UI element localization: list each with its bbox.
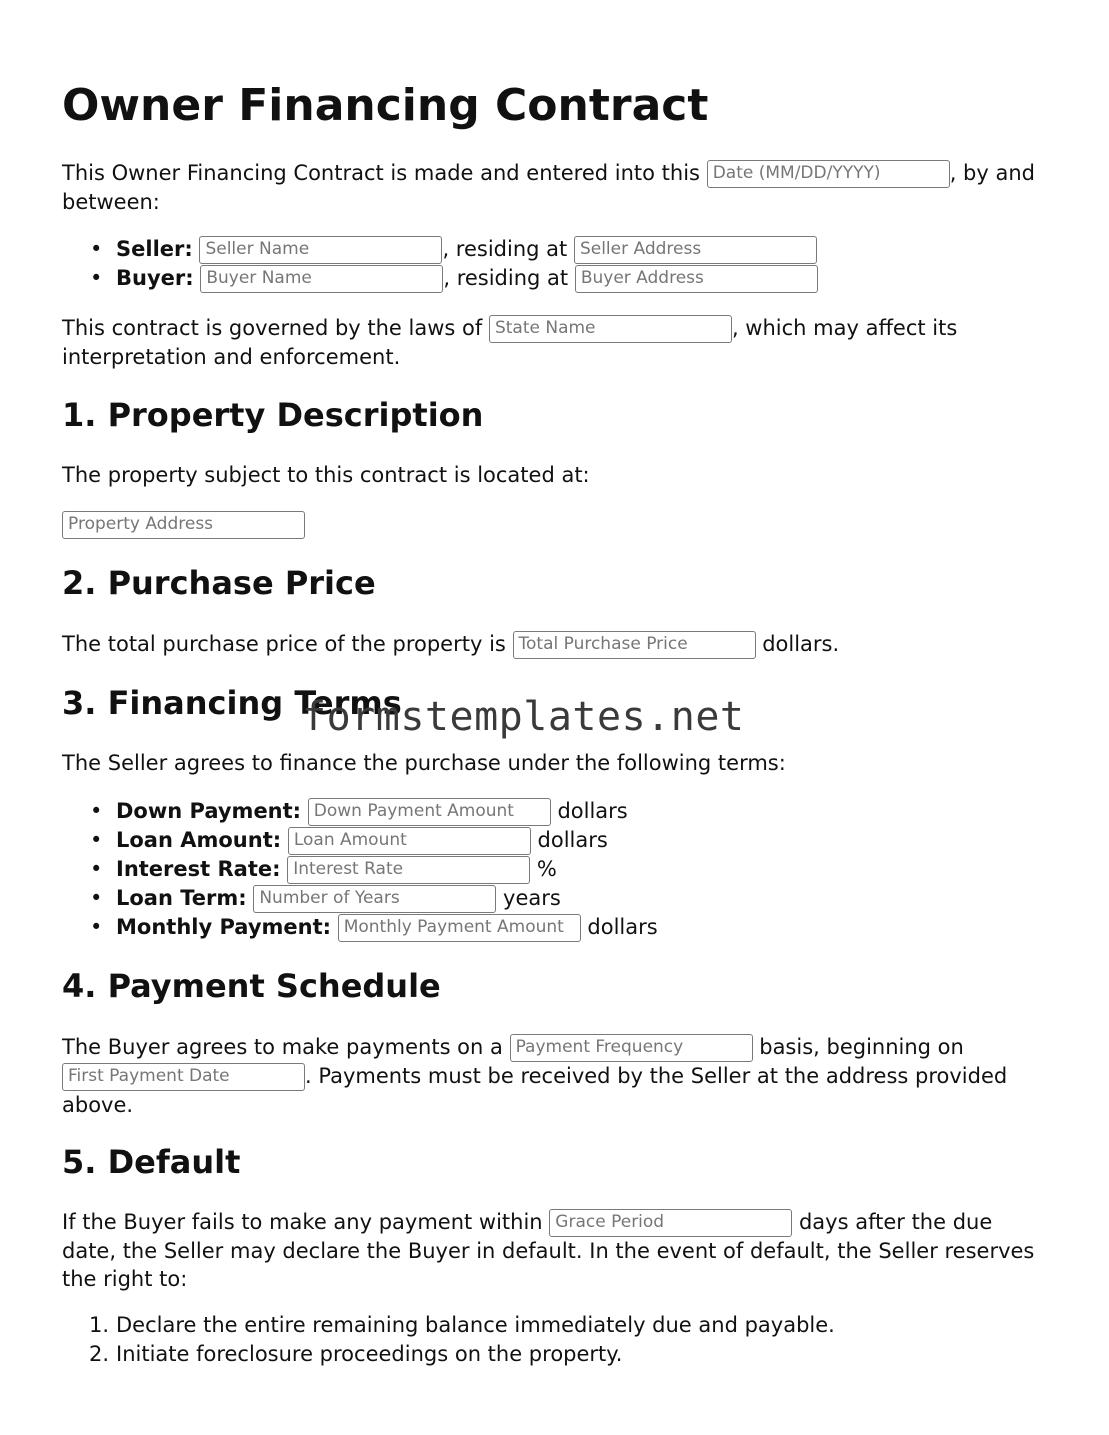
buyer-name-field[interactable]: Buyer Name	[200, 265, 443, 293]
buyer-label: Buyer:	[116, 266, 194, 290]
loan-amount-label: Loan Amount:	[116, 828, 282, 852]
default-text-after: days after the due date, the Seller may declare the Buyer in default. In the event of default, the Seller reserves the right to:	[62, 1210, 1035, 1291]
down-payment-field[interactable]: Down Payment Amount	[308, 798, 551, 826]
schedule-text-middle: basis, beginning on	[752, 1035, 964, 1059]
list-item-loan-amount	[116, 826, 658, 855]
list-item-interest-rate	[116, 855, 658, 884]
purchase-price-paragraph	[62, 630, 1047, 659]
seller-label: Seller:	[116, 237, 193, 261]
loan-amount-field[interactable]: Loan Amount	[288, 827, 531, 855]
down-payment-unit: dollars	[557, 799, 628, 823]
schedule-text-before: The Buyer agrees to make payments on a	[62, 1035, 510, 1059]
intro-paragraph	[62, 159, 1047, 216]
remedy-2-number: 2.	[89, 1342, 110, 1366]
section-heading-property: 1. Property Description	[62, 396, 484, 434]
remedy-1-text: Declare the entire remaining balance immediately due and payable.	[116, 1313, 835, 1337]
grace-period-field[interactable]: Grace Period	[549, 1209, 792, 1237]
governing-text-after: , which may affect its interpretation and enforcement.	[62, 316, 958, 369]
list-item-monthly-payment	[116, 913, 658, 942]
property-address-field[interactable]: Property Address	[62, 511, 305, 539]
purchase-text-after: dollars.	[755, 632, 840, 656]
total-purchase-price-field[interactable]: Total Purchase Price	[513, 631, 756, 659]
financing-terms-list	[116, 797, 658, 942]
list-item-buyer	[116, 264, 818, 293]
list-item-loan-term	[116, 884, 658, 913]
monthly-payment-unit: dollars	[587, 915, 658, 939]
section-heading-purchase-price: 2. Purchase Price	[62, 564, 376, 602]
date-field[interactable]: Date (MM/DD/YYYY)	[707, 160, 950, 188]
purchase-text-before: The total purchase price of the property is	[62, 632, 513, 656]
loan-term-unit: years	[503, 886, 561, 910]
section-heading-financing-terms: 3. Financing Terms	[62, 684, 402, 722]
schedule-text-after: . Payments must be received by the Seller at the address provided above.	[62, 1064, 1008, 1117]
watermark-text: formstemplates.net	[302, 694, 745, 740]
interest-rate-unit: %	[536, 857, 557, 881]
payment-frequency-field[interactable]: Payment Frequency	[510, 1034, 753, 1062]
list-item-down-payment	[116, 797, 658, 826]
page-title: Owner Financing Contract	[62, 80, 709, 131]
list-item-remedy-2	[89, 1340, 835, 1369]
seller-name-field[interactable]: Seller Name	[199, 236, 442, 264]
monthly-payment-label: Monthly Payment:	[116, 915, 332, 939]
state-name-field[interactable]: State Name	[489, 315, 732, 343]
first-payment-date-field[interactable]: First Payment Date	[62, 1063, 305, 1091]
seller-residing-text: , residing at	[442, 237, 574, 261]
remedy-1-number: 1.	[89, 1313, 110, 1337]
intro-text-after: , by and between:	[62, 161, 1035, 214]
remedy-2-text: Initiate foreclosure proceedings on the property.	[116, 1342, 623, 1366]
parties-list	[116, 235, 818, 293]
down-payment-label: Down Payment:	[116, 799, 302, 823]
payment-schedule-paragraph	[62, 1033, 1047, 1119]
governing-law-paragraph	[62, 314, 1047, 371]
property-address-row	[62, 510, 1047, 539]
property-paragraph: The property subject to this contract is located at:	[62, 463, 590, 487]
section-heading-payment-schedule: 4. Payment Schedule	[62, 967, 441, 1005]
list-item-remedy-1	[89, 1311, 835, 1340]
default-remedies-list	[89, 1311, 835, 1369]
interest-rate-field[interactable]: Interest Rate	[287, 856, 530, 884]
loan-amount-unit: dollars	[537, 828, 608, 852]
loan-term-label: Loan Term:	[116, 886, 247, 910]
default-text-before: If the Buyer fails to make any payment within	[62, 1210, 550, 1234]
buyer-address-field[interactable]: Buyer Address	[575, 265, 818, 293]
default-paragraph	[62, 1208, 1047, 1293]
interest-rate-label: Interest Rate:	[116, 857, 281, 881]
governing-text-before: This contract is governed by the laws of	[62, 316, 489, 340]
intro-text-before: This Owner Financing Contract is made and entered into this	[62, 161, 707, 185]
buyer-residing-text: , residing at	[443, 266, 575, 290]
section-heading-default: 5. Default	[62, 1143, 241, 1181]
seller-address-field[interactable]: Seller Address	[574, 236, 817, 264]
list-item-seller	[116, 235, 818, 264]
financing-paragraph: The Seller agrees to finance the purchase under the following terms:	[62, 751, 786, 775]
monthly-payment-field[interactable]: Monthly Payment Amount	[338, 914, 581, 942]
loan-term-field[interactable]: Number of Years	[253, 885, 496, 913]
